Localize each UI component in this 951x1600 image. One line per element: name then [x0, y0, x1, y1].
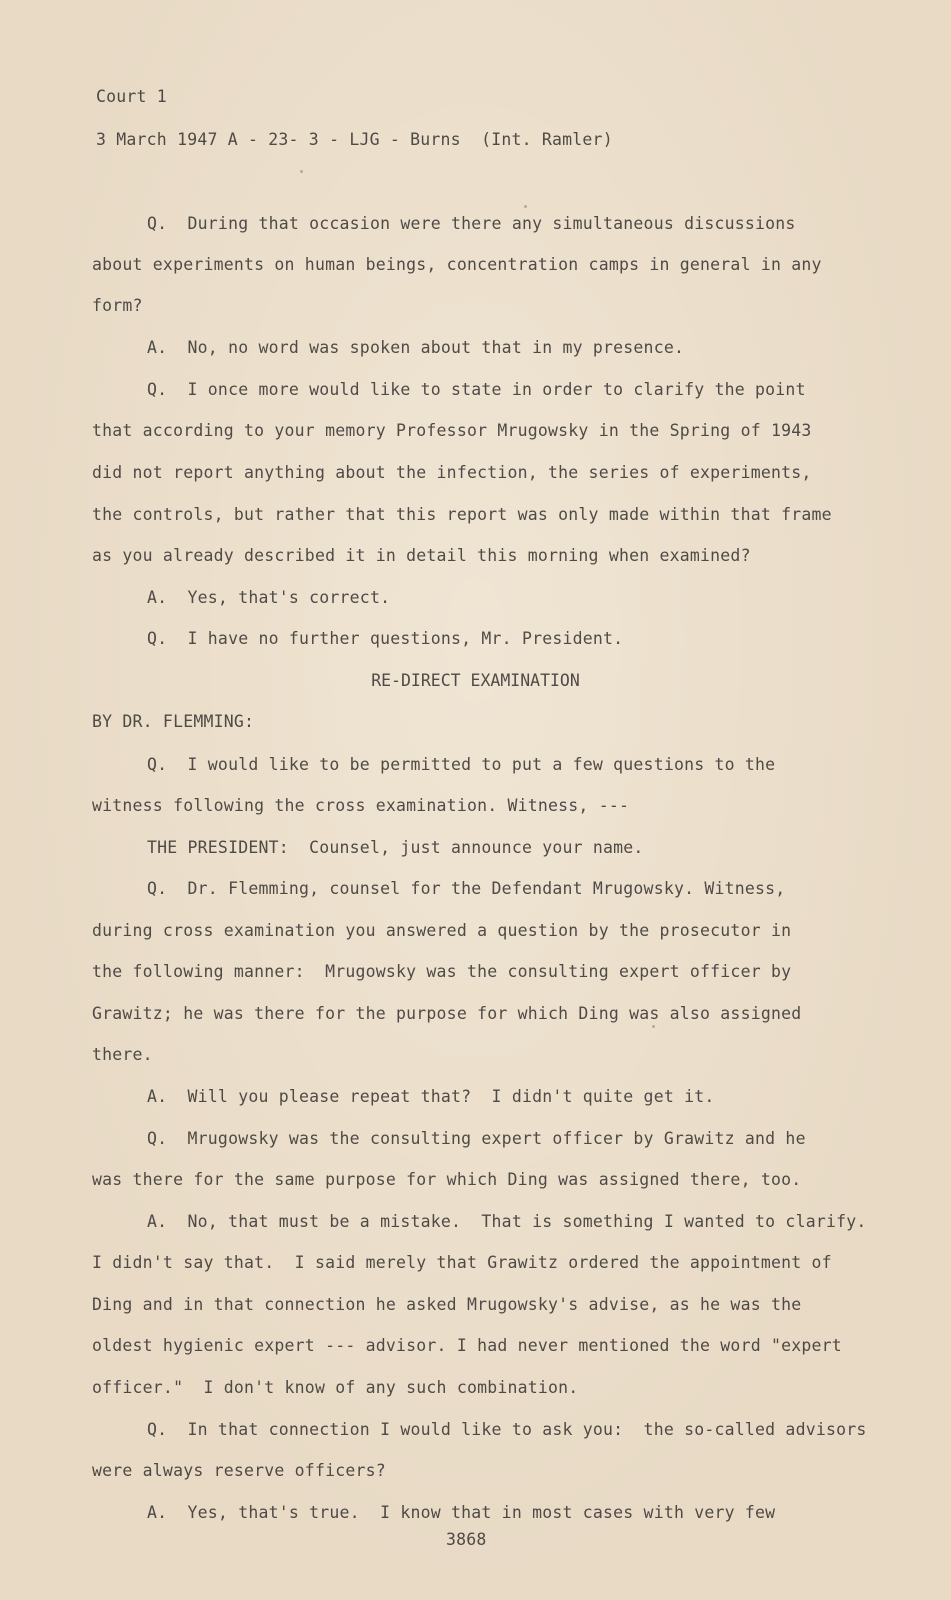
paper-speck: [524, 205, 527, 208]
text-line: there.: [92, 1045, 153, 1064]
text-line: A. Will you please repeat that? I didn't quite get it.: [147, 1087, 715, 1106]
text-line: A. No, no word was spoken about that in my presence.: [147, 338, 685, 357]
text-line: about experiments on human beings, concentration camps in general in any: [92, 255, 822, 274]
text-line: I didn't say that. I said merely that Grawitz ordered the appointment of: [92, 1253, 832, 1272]
section-heading: RE-DIRECT EXAMINATION: [371, 671, 580, 690]
paper-speck: [652, 1025, 655, 1028]
text-line: that according to your memory Professor Mrugowsky in the Spring of 1943: [92, 421, 812, 440]
text-line: Q. I have no further questions, Mr. President.: [147, 629, 624, 648]
text-line: Ding and in that connection he asked Mrugowsky's advise, as he was the: [92, 1295, 802, 1314]
text-line: form?: [92, 296, 143, 315]
text-line: Q. During that occasion were there any simultaneous discussions: [147, 214, 796, 233]
text-line: A. No, that must be a mistake. That is something I wanted to clarify.: [147, 1212, 867, 1231]
paper-speck: [300, 170, 303, 173]
text-line: A. Yes, that's true. I know that in most cases with very few: [147, 1503, 776, 1522]
text-line: oldest hygienic expert --- advisor. I had never mentioned the word "expert: [92, 1336, 842, 1355]
text-line: as you already described it in detail this morning when examined?: [92, 546, 751, 565]
text-line: during cross examination you answered a question by the prosecutor in: [92, 921, 792, 940]
text-line: BY DR. FLEMMING:: [92, 712, 255, 731]
text-line: was there for the same purpose for which Ding was assigned there, too.: [92, 1170, 802, 1189]
text-line: witness following the cross examination. Witness, ---: [92, 796, 630, 815]
session-line: 3 March 1947 A - 23- 3 - LJG - Burns (Int. Ramler): [96, 130, 613, 149]
court-label: Court 1: [96, 87, 167, 106]
text-line: Q. I once more would like to state in order to clarify the point: [147, 380, 806, 399]
text-line: Q. Mrugowsky was the consulting expert officer by Grawitz and he: [147, 1129, 806, 1148]
text-line: the controls, but rather that this report was only made within that frame: [92, 505, 832, 524]
text-line: Grawitz; he was there for the purpose for which Ding was also assigned: [92, 1004, 802, 1023]
text-line: Q. I would like to be permitted to put a few questions to the: [147, 755, 776, 774]
text-line: Q. In that connection I would like to ask you: the so-called advisors: [147, 1420, 867, 1439]
page-number: 3868: [446, 1530, 487, 1549]
text-line: were always reserve officers?: [92, 1461, 386, 1480]
text-line: THE PRESIDENT: Counsel, just announce your name.: [147, 838, 644, 857]
text-line: did not report anything about the infection, the series of experiments,: [92, 463, 812, 482]
text-line: the following manner: Mrugowsky was the consulting expert officer by: [92, 962, 792, 981]
text-line: Q. Dr. Flemming, counsel for the Defendant Mrugowsky. Witness,: [147, 879, 786, 898]
text-line: officer." I don't know of any such combination.: [92, 1378, 579, 1397]
text-line: A. Yes, that's correct.: [147, 588, 391, 607]
